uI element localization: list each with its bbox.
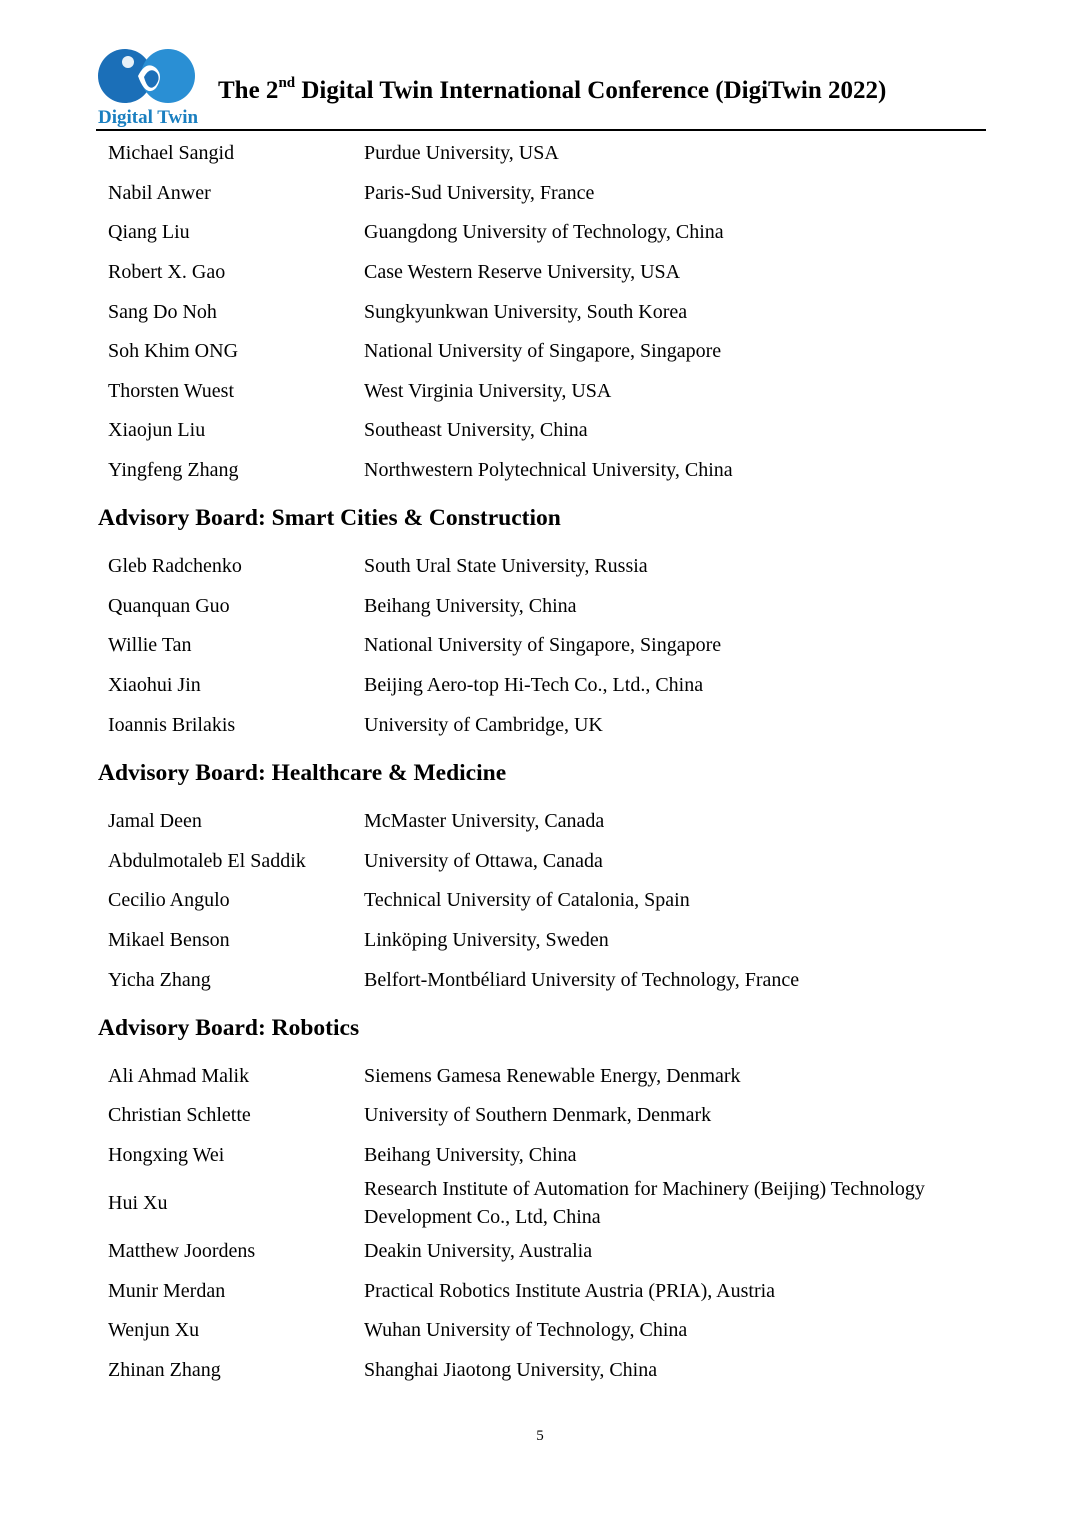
member-name: Ali Ahmad Malik [108, 1065, 250, 1087]
member-affiliation: National University of Singapore, Singapore [364, 634, 722, 656]
title-prefix: The 2 [218, 77, 279, 104]
member-name: Munir Merdan [108, 1280, 226, 1302]
member-name: Cecilio Angulo [108, 889, 230, 911]
member-name: Qiang Liu [108, 221, 190, 243]
member-affiliation: Beihang University, China [364, 1144, 577, 1166]
member-affiliation: McMaster University, Canada [364, 810, 605, 832]
title-rest: Digital Twin International Conference (DigiTwin 2022) [295, 77, 887, 104]
section-heading-smart-cities: Advisory Board: Smart Cities & Construction [98, 505, 561, 531]
member-name: Quanquan Guo [108, 595, 230, 617]
member-name: Gleb Radchenko [108, 555, 242, 577]
member-affiliation: Guangdong University of Technology, China [364, 221, 724, 243]
member-name: Christian Schlette [108, 1104, 251, 1126]
member-affiliation: South Ural State University, Russia [364, 555, 648, 577]
member-name: Xiaojun Liu [108, 419, 206, 441]
member-affiliation: Siemens Gamesa Renewable Energy, Denmark [364, 1065, 741, 1087]
page-number: 5 [536, 1428, 544, 1444]
member-affiliation: Technical University of Catalonia, Spain [364, 889, 690, 911]
member-name: Michael Sangid [108, 142, 235, 164]
member-affiliation: University of Ottawa, Canada [364, 850, 603, 872]
member-name: Yicha Zhang [108, 969, 211, 991]
member-affiliation: Sungkyunkwan University, South Korea [364, 301, 688, 323]
member-name: Sang Do Noh [108, 301, 217, 323]
member-affiliation: Linköping University, Sweden [364, 929, 609, 951]
member-name: Yingfeng Zhang [108, 459, 239, 481]
logo-text: Digital Twin [98, 107, 199, 128]
member-name: Willie Tan [108, 634, 192, 656]
member-name: Nabil Anwer [108, 182, 211, 204]
section-heading-healthcare: Advisory Board: Healthcare & Medicine [98, 760, 507, 786]
digital-twin-logo-icon [98, 46, 198, 106]
member-affiliation: West Virginia University, USA [364, 380, 612, 402]
member-name: Jamal Deen [108, 810, 202, 832]
member-affiliation: Practical Robotics Institute Austria (PRIA), Austria [364, 1280, 776, 1302]
member-name: Hui Xu [108, 1192, 168, 1214]
member-name: Wenjun Xu [108, 1319, 200, 1341]
member-affiliation: Wuhan University of Technology, China [364, 1319, 688, 1341]
member-affiliation: Research Institute of Automation for Machinery (Beijing) Technology Development Co., Ltd, China [364, 1178, 925, 1228]
section-heading-robotics: Advisory Board: Robotics [98, 1015, 360, 1041]
member-name: Zhinan Zhang [108, 1359, 221, 1381]
header-divider [96, 129, 986, 131]
page-header [96, 44, 986, 132]
member-affiliation: Purdue University, USA [364, 142, 559, 164]
member-name: Thorsten Wuest [108, 380, 235, 402]
member-name: Ioannis Brilakis [108, 714, 236, 736]
member-affiliation: University of Cambridge, UK [364, 714, 603, 736]
member-affiliation: Belfort-Montbéliard University of Technology, France [364, 969, 800, 991]
member-affiliation: Deakin University, Australia [364, 1240, 593, 1262]
member-name: Robert X. Gao [108, 261, 226, 283]
member-name: Hongxing Wei [108, 1144, 225, 1166]
member-affiliation: Beihang University, China [364, 595, 577, 617]
member-affiliation: Northwestern Polytechnical University, China [364, 459, 733, 481]
member-affiliation: University of Southern Denmark, Denmark [364, 1104, 712, 1126]
member-name: Matthew Joordens [108, 1240, 256, 1262]
title-superscript: nd [278, 75, 296, 91]
member-affiliation: Case Western Reserve University, USA [364, 261, 681, 283]
member-affiliation: Beijing Aero-top Hi-Tech Co., Ltd., China [364, 674, 704, 696]
member-name: Soh Khim ONG [108, 340, 239, 362]
member-affiliation: National University of Singapore, Singapore [364, 340, 722, 362]
member-affiliation: Shanghai Jiaotong University, China [364, 1359, 658, 1381]
member-name: Mikael Benson [108, 929, 230, 951]
member-name: Xiaohui Jin [108, 674, 201, 696]
member-affiliation: Southeast University, China [364, 419, 588, 441]
conference-logo [96, 44, 204, 130]
member-affiliation: Paris-Sud University, France [364, 182, 595, 204]
member-name: Abdulmotaleb El Saddik [108, 850, 306, 872]
conference-title [218, 77, 886, 105]
